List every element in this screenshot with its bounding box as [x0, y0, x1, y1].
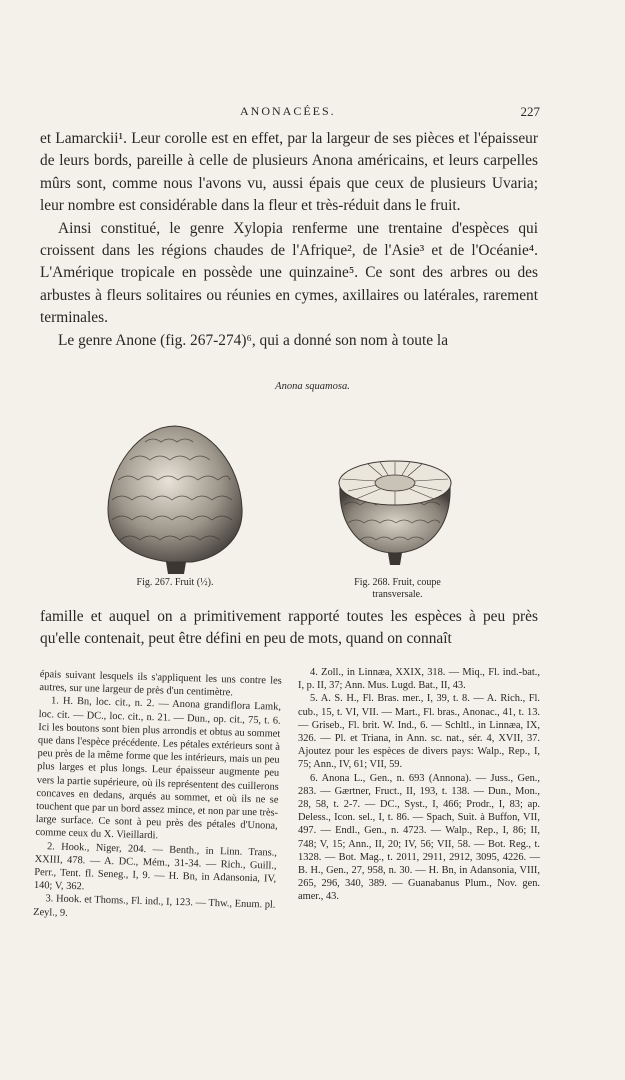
top-body-text: [40, 128, 538, 352]
page-number: 227: [520, 104, 540, 119]
footnote-2: 2. Hook., Niger, 204. — Benth., in Linn. Trans., XXIII, 478. — A. DC., Mém., 31-34. — Rich., Guill., Perr., Tent. fl. Seneg., I, 9. — H. Bn, in Adansonia, IV, 140; V, 362.: [33, 840, 278, 893]
footnote-1: 1. H. Bn, loc. cit., n. 2. — Anona grandiflora Lamk, loc. cit. — DC., loc. cit., n. 21. — Dun., op. cit., 75, t. 6. Ici les boutons sont bien plus arrondis et obtus au sommet que dans l'espèce précédente. Les pétales extérieurs sont à peu près de la même forme que les intérieurs, mais un peu plus larges et plus longs. Leur épaisseur augmente peu vers la partie supérieure, où ils représentent des cuillerons concaves en dedans, arqués au sommet, et où ils ne se touchent que par un bord assez mince, et non par une très-large surface. Ce sont à peu près des pétales d'Unona, comme ceux du X. Vieillardi.: [35, 695, 282, 842]
running-head-title: ANONACÉES.: [240, 104, 336, 118]
footnote-4: 4. Zoll., in Linnæa, XXIX, 318. — Miq., Fl. ind.-bat., I, p. II, 37; Ann. Mus. Lugd. Bat., II, 43.: [298, 667, 540, 692]
footnotes-left-column: [33, 668, 282, 926]
paragraph-3: Le genre Anone (fig. 267-274)⁶, qui a donné son nom à toute la: [58, 331, 449, 349]
fruit-cross-section-illustration: [330, 445, 460, 567]
paragraph-4: famille et auquel on a primitivement rapporté toutes les espèces à peu près qu'elle contenait, peut être défini en peu de mots, quand on connaît: [40, 608, 538, 648]
mid-body-text: [40, 606, 538, 651]
paragraph-2: Ainsi constitué, le genre Xylopia renferme une trentaine d'espèces qui croissent dans les régions chaudes de l'Afrique², de l'Asie³ et de l'Océanie⁴. L'Amérique tropicale en possède une quinzaine⁵. Ce sont des arbres ou des arbustes à fleurs solitaires ou réunies en cymes, axillaires ou latérales, rarement terminales.: [40, 219, 538, 327]
figure-title: Anona squamosa.: [275, 381, 350, 392]
footnotes-right-column: [298, 666, 540, 904]
footnote-5: 5. A. S. H., Fl. Bras. mer., I, 39, t. 8. — A. Rich., Fl. cub., 15, t. VI, VII. — Mart., Fl. bras., Anonac., 41, t. 13. — Griseb., Fl. brit. W. Ind., 6. — Schltl., in Linnæa, IX, 326. — Pl. et Triana, in Ann. sc. nat., sér. 4, XVII, 37. Ajoutez pour les espèces de divers pays: Walp., Rep., I, 75; Ann., IV, 61; VII, 59.: [298, 693, 540, 771]
custard-apple-fruit-illustration: [100, 420, 250, 575]
footnote-6: 6. Anona L., Gen., n. 693 (Annona). — Juss., Gen., 283. — Gærtner, Fruct., II, 193, t. 138. — Dun., Mon., 28, 58, t. 2-7. — DC., Syst., I, 466; Prodr., I, 83; ap. Deless., Icon. sel., I, t. 86. — Spach, Suit. à Buffon, VII, 497. — Endl., Gen., n. 4723. — Walp., Rep., I, 86; II, 748; V, 15; Ann., II, 20; IV, 56; VII, 58. — Bot. Reg., t. 1328. — Bot. Mag., t. 2011, 2911, 2912, 3095, 4226. — B. H., Gen., 27, 958, n. 30. — H. Bn, in Adansonia, VIII, 265, 296, 340, 389. — Guanabanus Plum., Nov. gen. amer., 43.: [298, 772, 540, 903]
paragraph-1: et Lamarckii¹. Leur corolle est en effet, par la largeur de ses pièces et l'épaisseur de leurs bords, pareille à celle de plusieurs Anona américains, et leurs carpelles mûrs sont, comme nous l'avons vu, aussi épais que ceux de plusieurs Uvaria; leur nombre est considérable dans la fleur et très-réduit dans le fruit.: [40, 130, 538, 215]
footnote-continuation: épais suivant lesquels ils s'appliquent les uns contre les autres, sur une largeur de près d'un centimètre.: [39, 668, 282, 699]
figure-267-caption: Fig. 267. Fruit (½).: [136, 577, 214, 588]
figure-268-caption: Fig. 268. Fruit, coupe transversale.: [354, 577, 441, 600]
footnote-3: 3. Hook. et Thoms., Fl. ind., I, 123. — Thw., Enum. pl. Zeyl., 9.: [33, 893, 276, 919]
